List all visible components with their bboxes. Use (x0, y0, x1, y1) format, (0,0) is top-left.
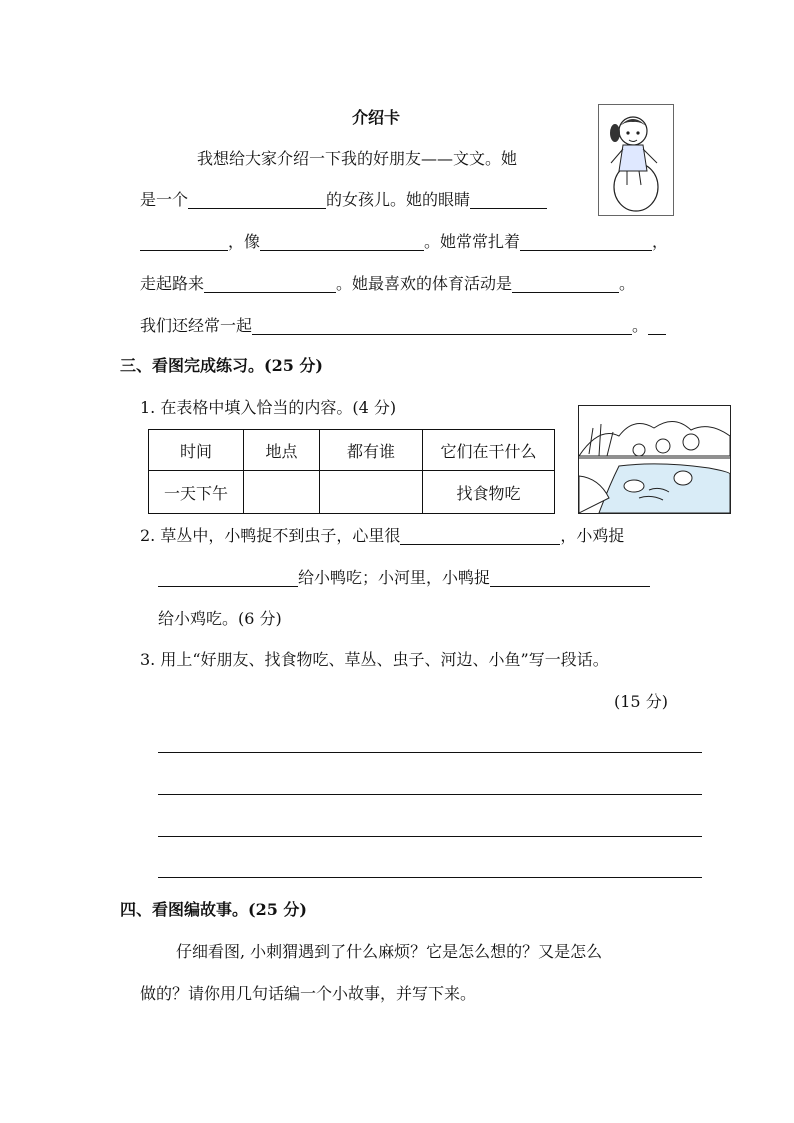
section4-paragraph-2: 做的？请你用几句话编一个小故事，并写下来。 (140, 984, 477, 1003)
q2-text: 2. 草丛中，小鸭捉不到虫子，心里很 (140, 526, 401, 545)
card-text: 走起路来 (140, 274, 205, 293)
q3-score: (15 分) (614, 692, 668, 711)
q2-line-1 (140, 528, 624, 545)
info-table (148, 429, 555, 514)
q2-line-3: 给小鸡吃。(6 分) (158, 609, 282, 628)
card-text: 是一个 (140, 190, 189, 209)
card-line-3 (140, 234, 668, 251)
writing-line[interactable] (158, 794, 702, 795)
card-text: 。 (632, 316, 649, 335)
table-row (149, 471, 555, 514)
card-line-4 (140, 276, 635, 293)
table-header: 地点 (244, 430, 320, 471)
table-cell-input[interactable] (320, 471, 423, 514)
card-text: 。她最喜欢的体育活动是 (336, 274, 513, 293)
q3-prompt: 3. 用上“好朋友、找食物吃、草丛、虫子、河边、小鱼”写一段话。 (140, 650, 609, 669)
blank-duck-feeling[interactable] (400, 528, 560, 545)
card-text: 。她常常扎着 (424, 232, 521, 251)
card-text: ，像 (228, 232, 261, 251)
ducks-chicks-illustration (578, 405, 731, 514)
blank-sport[interactable] (512, 276, 619, 293)
blank-girl-description[interactable] (188, 192, 326, 209)
card-text: 我们还经常一起 (140, 316, 253, 335)
q1-prompt: 1. 在表格中填入恰当的内容。(4 分) (140, 398, 397, 417)
blank-hair[interactable] (520, 234, 652, 251)
blank-together[interactable] (252, 318, 632, 335)
table-header: 时间 (149, 430, 244, 471)
table-cell: 找食物吃 (423, 471, 555, 514)
card-line-2 (140, 192, 547, 209)
blank-tail (648, 318, 666, 335)
section4-paragraph-1: 仔细看图, 小刺猬遇到了什么麻烦？它是怎么想的？又是怎么 (176, 942, 603, 961)
card-title: 介绍卡 (352, 108, 401, 127)
blank-duck-catch[interactable] (490, 570, 650, 587)
table-cell-input[interactable] (244, 471, 320, 514)
writing-line[interactable] (158, 836, 702, 837)
blank-eyes[interactable] (470, 192, 547, 209)
blank-eyes-cont[interactable] (140, 234, 228, 251)
card-text: ， (652, 232, 669, 251)
q2-text: ，小鸡捉 (560, 526, 625, 545)
section3-heading: 三、看图完成练习。(25 分) (120, 356, 323, 375)
table-header: 都有谁 (320, 430, 423, 471)
card-line-1: 我想给大家介绍一下我的好朋友——文文。她 (197, 149, 518, 168)
table-header: 它们在干什么 (423, 430, 555, 471)
section4-heading: 四、看图编故事。(25 分) (120, 900, 307, 919)
writing-line[interactable] (158, 877, 702, 878)
blank-chick-catch[interactable] (158, 570, 298, 587)
table-cell: 一天下午 (149, 471, 244, 514)
card-line-5 (140, 318, 666, 335)
table-header-row (149, 430, 555, 471)
blank-walk[interactable] (204, 276, 336, 293)
writing-line[interactable] (158, 752, 702, 753)
card-text: 的女孩儿。她的眼睛 (326, 190, 471, 209)
q2-line-2 (158, 570, 650, 587)
card-text: 。 (619, 274, 636, 293)
girl-jump-rope-illustration (598, 104, 674, 216)
blank-like[interactable] (260, 234, 424, 251)
q2-text: 给小鸭吃；小河里，小鸭捉 (298, 568, 491, 587)
